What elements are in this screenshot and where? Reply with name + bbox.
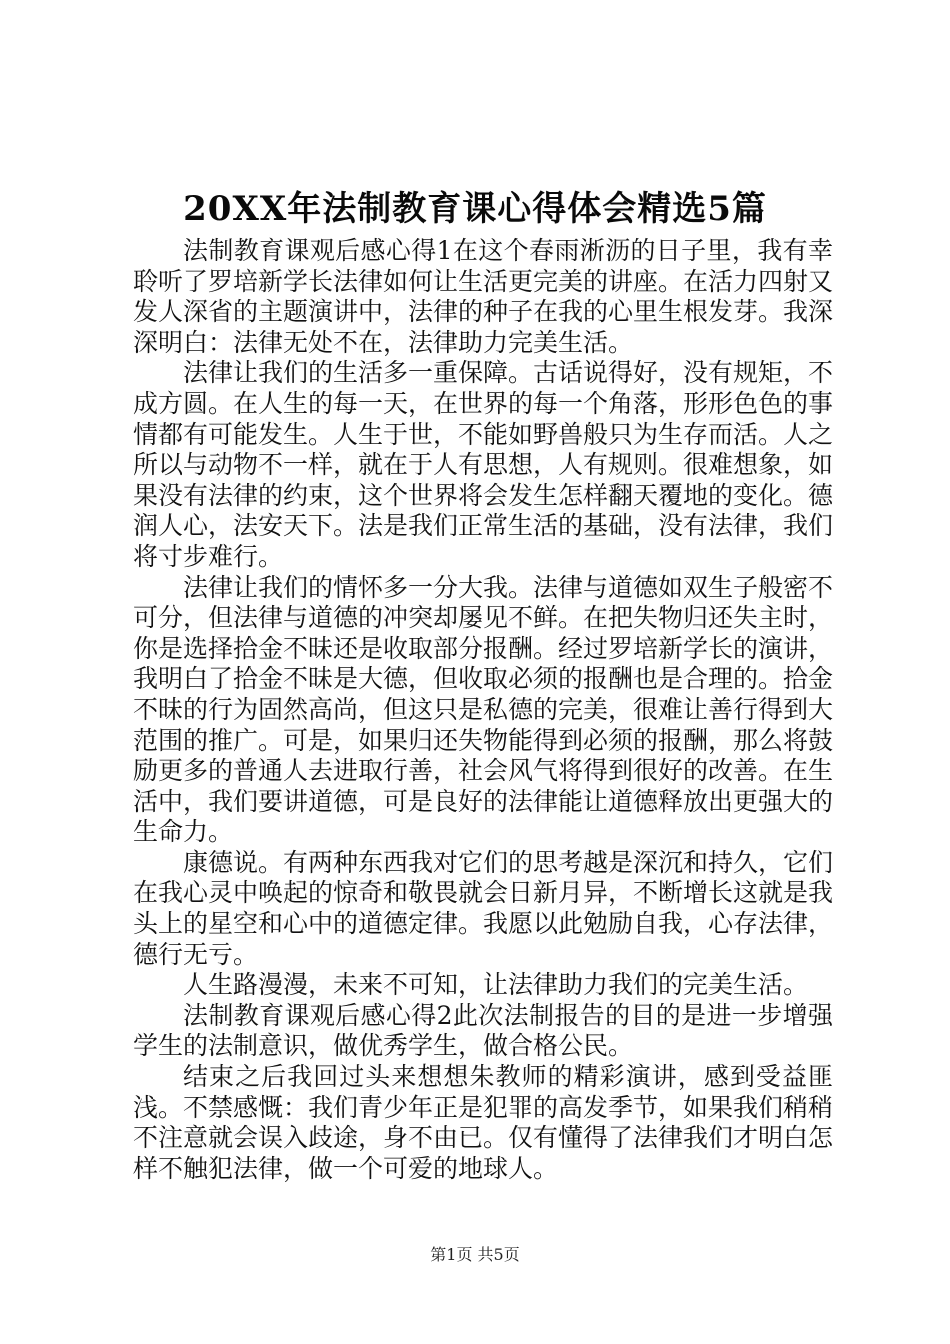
document-title: 20XX年法制教育课心得体会精选5篇 xyxy=(183,189,767,229)
paragraph: 法制教育课观后感心得1在这个春雨淅沥的日子里，我有幸聆听了罗培新学长法律如何让生活更完美的讲座。在活力四射又发人深省的主题演讲中，法律的种子在我的心里生根发芽。我深深明白：法律无处不在，法律助力完美生活。 xyxy=(133,236,834,357)
paragraph: 结束之后我回过头来想想朱教师的精彩演讲，感到受益匪浅。不禁感慨：我们青少年正是犯罪的高发季节，如果我们稍稍不注意就会误入歧途，身不由已。仅有懂得了法律我们才明白怎样不触犯法律，做一个可爱的地球人。 xyxy=(133,1062,834,1183)
paragraph: 康德说。有两种东西我对它们的思考越是深沉和持久，它们在我心灵中唤起的惊奇和敬畏就会日新月异，不断增长这就是我头上的星空和心中的道德定律。我愿以此勉励自我，心存法律，德行无亏。 xyxy=(133,847,834,969)
paragraph: 人生路漫漫，未来不可知，让法律助力我们的完美生活。 xyxy=(183,970,809,1000)
paragraph: 法律让我们的情怀多一分大我。法律与道德如双生子般密不可分，但法律与道德的冲突却屡见不鲜。在把失物归还失主时，你是选择拾金不昧还是收取部分报酬。经过罗培新学长的演讲，我明白了拾金不昧是大德，但收取必须的报酬也是合理的。拾金不昧的行为固然高尚，但这只是私德的完美，很难让善行得到大范围的推广。可是，如果归还失物能得到必须的报酬，那么将鼓励更多的普通人去进取行善，社会风气将得到很好的改善。在生活中，我们要讲道德，可是良好的法律能让道德释放出更强大的生命力。 xyxy=(133,572,834,847)
paragraph: 法律让我们的生活多一重保障。古话说得好，没有规矩，不成方圆。在人生的每一天，在世界的每一个角落，形形色色的事情都有可能发生。人生于世，不能如野兽般只为生存而活。人之所以与动物不一样，就在于人有思想，人有规则。很难想象，如果没有法律的约束，这个世界将会发生怎样翻天覆地的变化。德润人心，法安天下。法是我们正常生活的基础，没有法律，我们将寸步难行。 xyxy=(133,358,834,571)
paragraph: 法制教育课观后感心得2此次法制报告的目的是进一步增强学生的法制意识，做优秀学生，做合格公民。 xyxy=(133,1000,833,1061)
page-number-footer: 第1页 共5页 xyxy=(430,1245,520,1264)
document-body xyxy=(133,236,833,1184)
